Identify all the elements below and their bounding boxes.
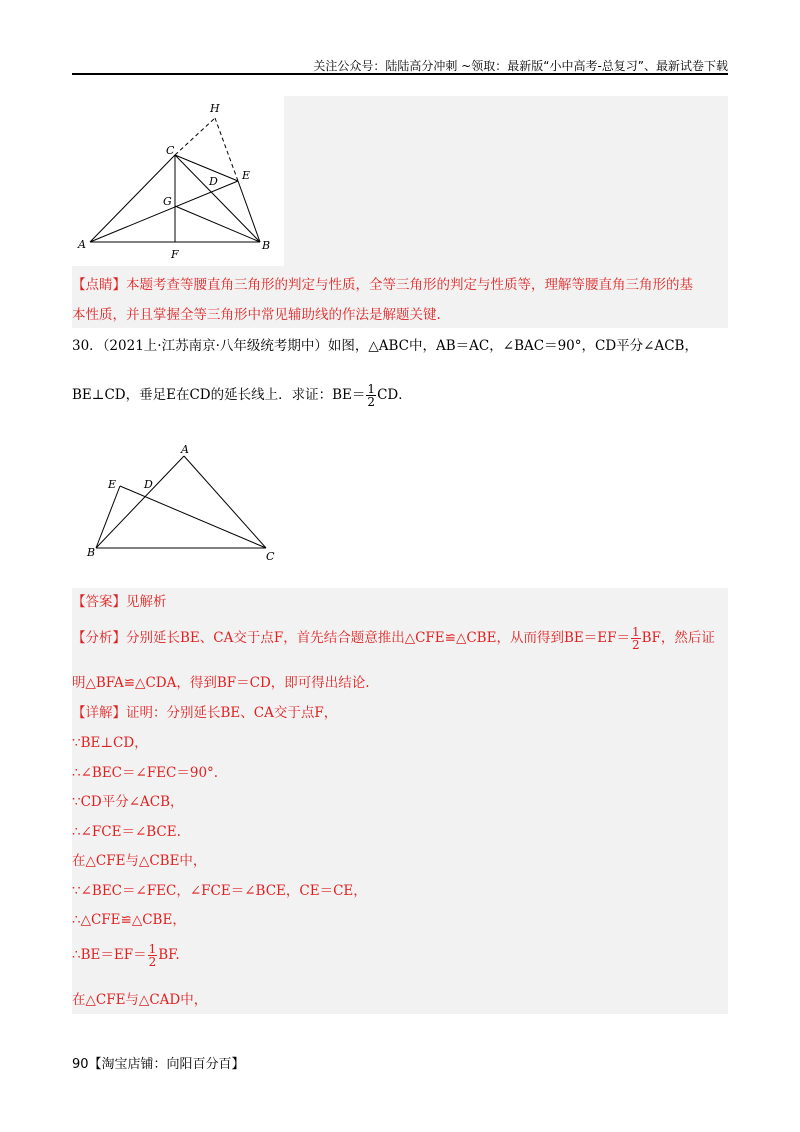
answer-line: 【答案】见解析 (72, 594, 167, 610)
page-footer (72, 1053, 245, 1072)
detail-line-3: ∴∠BEC＝∠FEC＝90°. (72, 765, 219, 781)
problem-number: 30． (72, 338, 103, 354)
detail-line-7: ∵∠BEC＝∠FEC，∠FCE＝∠BCE，CE＝CE， (72, 883, 367, 899)
page-header: 关注公众号：陆陆高分冲刺 ~领取：最新版“小中高考-总复习”、最新试卷下载 (313, 59, 728, 73)
problem-line-2 (72, 378, 412, 412)
detail-line-5: ∴∠FCE＝∠BCE. (72, 824, 181, 840)
detail-fraction-line: ∴BE＝EF＝ $\frac{1}{2}$ BF. (72, 942, 180, 969)
detail-last-line: 在△CFE与△CAD中， (72, 992, 208, 1008)
segment-EB (96, 486, 120, 548)
problem-line-1 (72, 336, 698, 356)
problem-line-2-end: CD． (377, 387, 412, 403)
label-G: G (163, 195, 172, 208)
detail-line-8: ∴△CFE≌△CBE， (72, 912, 186, 928)
label-D: D (209, 175, 218, 188)
label-A: A (78, 238, 86, 251)
label-D: D (144, 478, 153, 491)
analysis-line-1: 【分析】分别延长BE、CA交于点F，首先结合题意推出△CFE≌△CBE，从而得到BE＝EF＝ $\frac{1}{2}$ BF，然后证 (72, 625, 715, 652)
figure1-diagram (72, 96, 284, 266)
footer-text: 【淘宝店铺：向阳百分百】 (88, 1057, 245, 1072)
segment-EC (120, 486, 266, 548)
detail-line-1: 【详解】证明：分别延长BE、CA交于点F， (72, 705, 338, 721)
label-C: C (166, 144, 175, 157)
segment-CH (175, 118, 215, 155)
label-E: E (108, 478, 117, 491)
figure2-diagram (80, 440, 290, 570)
problem-statement: （2021上·江苏南京·八年级统考期中）如图，△ABC中，AB＝AC，∠BAC＝90°，CD平分∠ACB， (102, 338, 698, 354)
fraction-one-half: $\frac{1}{2}$ (148, 942, 157, 969)
label-H: H (210, 102, 220, 115)
detail-line-2: ∵BE⊥CD， (72, 735, 148, 751)
detail-line-6: 在△CFE与△CBE中， (72, 853, 207, 869)
fraction-one-half: $\frac{1}{2}$ (631, 625, 640, 652)
segment-AC (184, 456, 266, 548)
label-F: F (171, 248, 179, 261)
header-rule (72, 73, 728, 75)
label-B: B (262, 239, 271, 252)
segment-AE (90, 181, 238, 242)
segment-HE (215, 118, 238, 181)
segment-GB (175, 206, 260, 242)
comment-line-2: 本性质，并且掌握全等三角形中常见辅助线的作法是解题关键. (72, 307, 441, 323)
segment-BE (238, 181, 260, 242)
segment-AB (96, 456, 184, 548)
problem-line-2-text: BE⊥CD，垂足E在CD的延长线上．求证：BE＝ (72, 387, 366, 403)
label-A: A (181, 443, 189, 456)
label-C: C (266, 550, 275, 563)
label-B: B (87, 546, 96, 559)
label-E: E (242, 169, 251, 182)
detail-line-4: ∵CD平分∠ACB， (72, 794, 184, 810)
analysis-line-2: 明△BFA≌△CDA，得到BF＝CD，即可得出结论. (72, 675, 370, 691)
fraction-one-half: $\frac{1}{2}$ (367, 382, 376, 409)
segment-CE (175, 155, 238, 181)
comment-line-1: 【点睛】本题考查等腰直角三角形的判定与性质，全等三角形的判定与性质等，理解等腰直角三角形的基 (72, 277, 693, 293)
page-number: 90 (72, 1057, 89, 1072)
